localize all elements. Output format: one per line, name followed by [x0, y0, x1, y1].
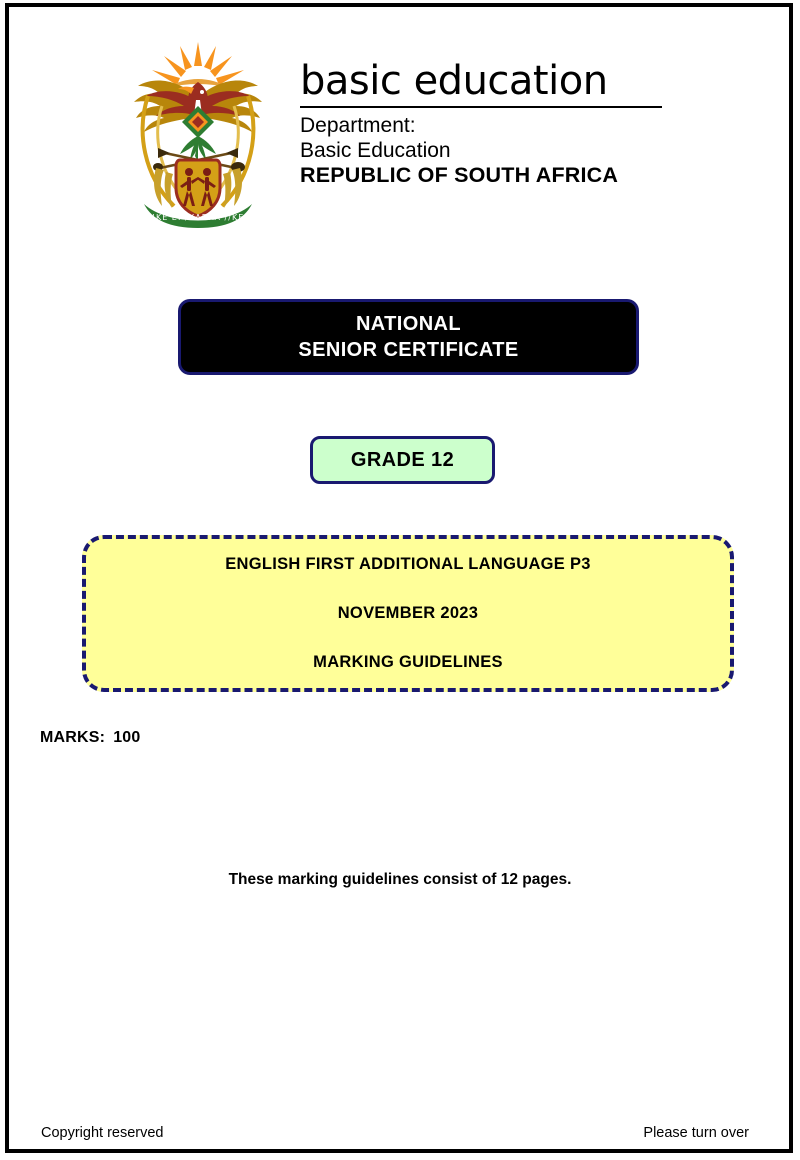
- svg-text:!KE E: /XARRA //KE: !KE E: /XARRA //KE: [151, 213, 245, 222]
- turn-over-notice: Please turn over: [643, 1125, 749, 1141]
- south-african-coat-of-arms-icon: [118, 36, 278, 228]
- department-wordmark: [300, 36, 662, 188]
- grade-badge: [310, 436, 495, 484]
- page-count-note: These marking guidelines consist of 12 pages.: [228, 871, 572, 888]
- logo-underline-rule: [300, 106, 662, 108]
- national-senior-certificate-banner: [178, 299, 639, 375]
- subject-details-box: [82, 535, 734, 692]
- marks-line: [40, 729, 141, 747]
- department-line-2: Basic Education: [300, 139, 451, 162]
- certificate-line-2: SENIOR CERTIFICATE: [298, 339, 519, 361]
- subject-title: ENGLISH FIRST ADDITIONAL LANGUAGE P3: [225, 555, 591, 573]
- marks-value: 100: [113, 729, 141, 746]
- logo-main-text: basic education: [300, 58, 608, 104]
- document-type: MARKING GUIDELINES: [313, 653, 503, 671]
- page-footer: [41, 1125, 749, 1141]
- certificate-line-1: NATIONAL: [355, 313, 462, 335]
- department-header: [118, 36, 678, 236]
- exam-session: NOVEMBER 2023: [337, 604, 479, 622]
- marks-label: MARKS:: [40, 729, 106, 746]
- republic-line: REPUBLIC OF SOUTH AFRICA: [300, 163, 619, 187]
- department-line-1: Department:: [300, 114, 416, 137]
- copyright-notice: Copyright reserved: [41, 1125, 164, 1141]
- grade-label: GRADE 12: [350, 448, 455, 471]
